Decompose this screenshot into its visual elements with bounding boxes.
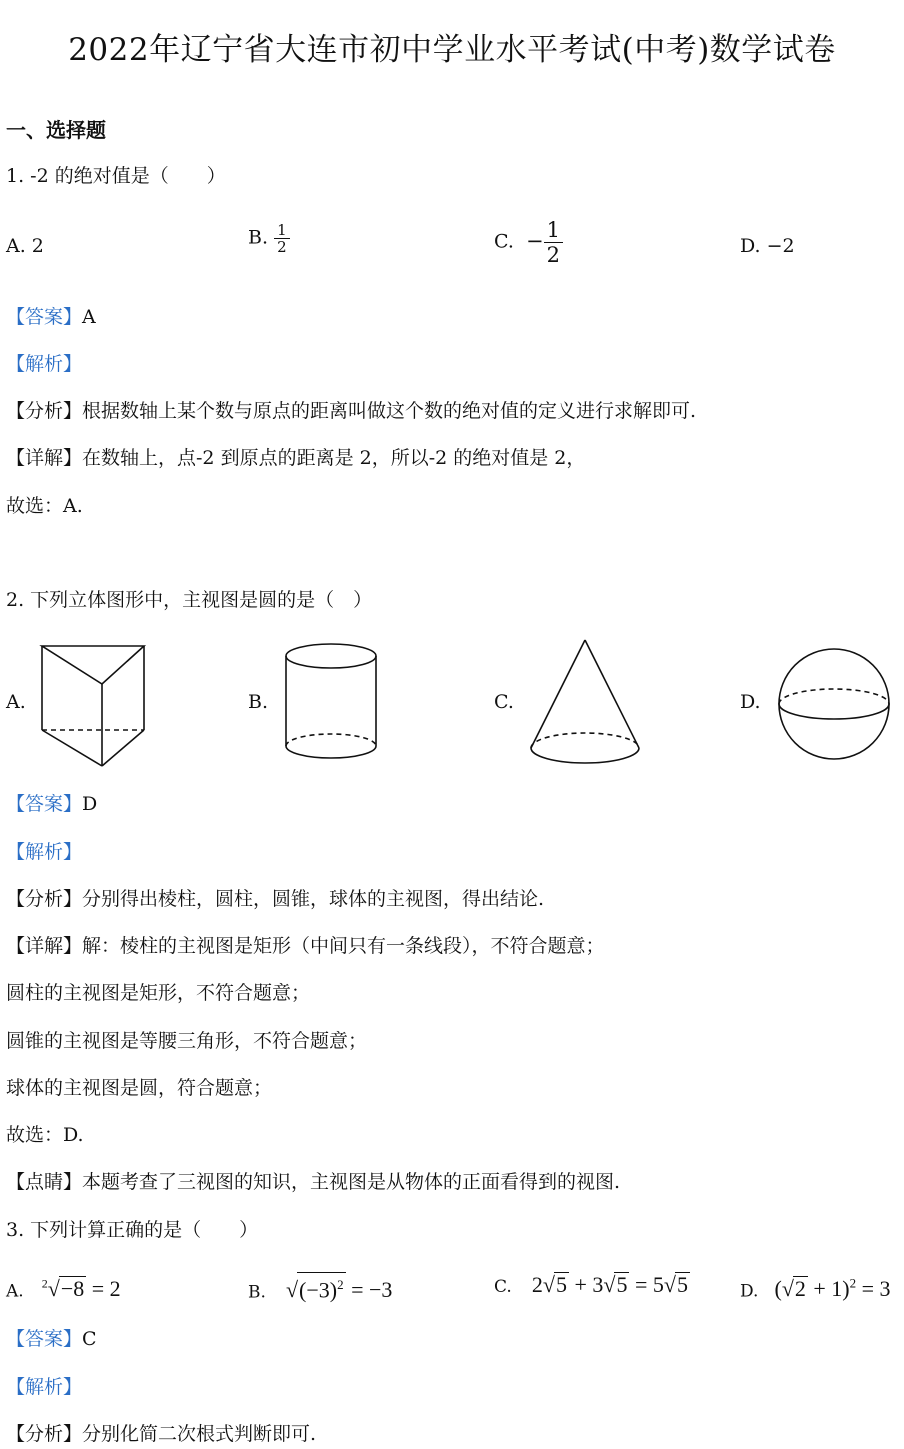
q3-stem: 3. 下列计算正确的是（ ） <box>6 1219 259 1241</box>
q2-option-d-label: D. <box>740 691 761 713</box>
q3-option-a-radicand: −8 <box>60 1276 85 1302</box>
q1-option-b-denominator: 2 <box>277 238 287 256</box>
answer-value: A <box>82 306 96 328</box>
xiangjie-text: 解：棱柱的主视图是矩形（中间只有一条线段），不符合题意； <box>82 935 605 957</box>
q2-line-4: 球体的主视图是圆，符合题意； <box>6 1077 273 1099</box>
q1-option-b-fraction <box>274 222 290 255</box>
q3-option-b-radicand: (−3) <box>299 1277 338 1303</box>
answer-label: 【答案】 <box>6 306 83 328</box>
q1-option-c-numerator: 1 <box>544 218 563 243</box>
q3-option-c-rad-1: 5 <box>555 1272 567 1297</box>
fenxi-label: 【分析】 <box>6 1423 83 1445</box>
q2-line-3: 圆锥的主视图是等腰三角形，不符合题意； <box>6 1030 368 1052</box>
q3-fenxi <box>6 1422 316 1446</box>
xiangjie-label: 【详解】 <box>6 447 83 469</box>
q3-option-c <box>494 1272 690 1299</box>
xiangjie-text: 在数轴上，点-2 到原点的距离是 2，所以-2 的绝对值是 2， <box>82 447 586 469</box>
q2-fenxi <box>6 887 544 911</box>
q3-option-b-expr: $√(-3)^2 = -3$ <box>286 1277 392 1302</box>
cylinder-figure <box>282 640 382 770</box>
q3-option-b <box>248 1272 392 1304</box>
sphere-figure <box>776 644 894 764</box>
q3-option-d-expr: $(√2 + 1)^2 = 3$ <box>774 1276 891 1302</box>
triangular-prism-figure <box>36 640 152 770</box>
q1-xiangjie <box>6 446 585 470</box>
q1-jiexi: 【解析】 <box>6 353 83 375</box>
q1-option-c-sign: − <box>525 228 544 253</box>
q3-option-b-exponent: 2 <box>337 1277 344 1292</box>
q2-option-a-label: A. <box>6 691 26 713</box>
dianjing-label: 【点睛】 <box>6 1171 83 1193</box>
fenxi-text: 分别得出棱柱，圆柱，圆锥，球体的主视图，得出结论. <box>82 888 545 910</box>
q1-fenxi <box>6 399 696 423</box>
q1-option-c-label: C. <box>494 230 514 253</box>
xiangjie-label: 【详解】 <box>6 935 83 957</box>
q3-option-b-label: B. <box>248 1282 266 1303</box>
q1-option-c-denominator: 2 <box>546 243 560 267</box>
answer-label: 【答案】 <box>6 1328 83 1350</box>
q3-option-d-label: D. <box>740 1281 759 1302</box>
q1-option-a: A. 2 <box>6 235 44 257</box>
q1-option-c-fraction <box>544 218 563 267</box>
answer-value: D <box>82 793 98 815</box>
q2-guxuan: 故选：D. <box>6 1124 84 1146</box>
section-heading: 一、选择题 <box>6 118 106 142</box>
q2-xiangjie <box>6 934 605 958</box>
q3-option-d-exponent: 2 <box>849 1276 857 1291</box>
q3-option-a <box>6 1272 121 1303</box>
q1-answer <box>6 305 96 329</box>
q3-option-d-open: ( <box>774 1276 782 1302</box>
q3-option-c-label: C. <box>494 1277 512 1297</box>
q3-option-c-rad-2: 5 <box>616 1272 628 1297</box>
answer-value: C <box>82 1328 97 1350</box>
q3-jiexi: 【解析】 <box>6 1376 83 1398</box>
q3-option-d-result: = 3 <box>856 1276 891 1302</box>
q3-option-a-expr: $^2$√−8 = 2 <box>41 1276 121 1302</box>
q1-guxuan: 故选：A. <box>6 495 83 517</box>
answer-label: 【答案】 <box>6 793 83 815</box>
q3-option-b-radicand-wrap <box>297 1272 346 1302</box>
q1-option-b-numerator: 1 <box>274 222 290 239</box>
fenxi-text: 根据数轴上某个数与原点的距离叫做这个数的绝对值的定义进行求解即可. <box>82 400 697 422</box>
q3-option-c-rad-3: 5 <box>676 1272 688 1297</box>
q1-option-b <box>248 222 290 255</box>
q1-option-d: D. −2 <box>740 235 795 257</box>
q3-option-a-label: A. <box>6 1281 24 1302</box>
q1-stem: 1. -2 的绝对值是（ ） <box>6 165 226 187</box>
q3-option-a-index: 2 <box>41 1277 48 1291</box>
q3-option-a-result: = 2 <box>86 1276 121 1302</box>
q3-answer <box>6 1327 97 1351</box>
q3-option-c-coef-3: = 5 <box>629 1272 664 1297</box>
q1-option-c <box>494 218 563 267</box>
q2-dianjing <box>6 1170 620 1194</box>
q3-option-b-result: = −3 <box>345 1277 393 1303</box>
q2-option-b-label: B. <box>248 691 269 713</box>
q2-jiexi: 【解析】 <box>6 841 83 863</box>
q2-answer <box>6 792 97 816</box>
q3-option-d-radicand: 2 <box>794 1276 806 1302</box>
q2-stem: 2. 下列立体图形中，主视图是圆的是（ ） <box>6 589 373 611</box>
q3-option-c-coef-2: + 3 <box>568 1272 604 1297</box>
q3-option-c-coef-1: 2 <box>531 1272 543 1297</box>
page-title: 2022年辽宁省大连市初中学业水平考试(中考)数学试卷 <box>68 32 836 68</box>
q2-line-2: 圆柱的主视图是矩形，不符合题意； <box>6 982 311 1004</box>
q2-option-c-label: C. <box>494 691 514 713</box>
q3-option-d <box>740 1272 891 1303</box>
fenxi-label: 【分析】 <box>6 888 83 910</box>
fenxi-text: 分别化简二次根式判断即可. <box>82 1423 317 1445</box>
q3-option-d-middle: + 1) <box>807 1276 850 1302</box>
cone-figure <box>526 636 644 772</box>
q3-option-c-expr: 2√5 + 3√5 = 5√5 <box>531 1272 688 1297</box>
fenxi-label: 【分析】 <box>6 400 83 422</box>
q1-option-b-label: B. <box>248 226 269 249</box>
dianjing-text: 本题考查了三视图的知识，主视图是从物体的正面看得到的视图. <box>82 1171 621 1193</box>
